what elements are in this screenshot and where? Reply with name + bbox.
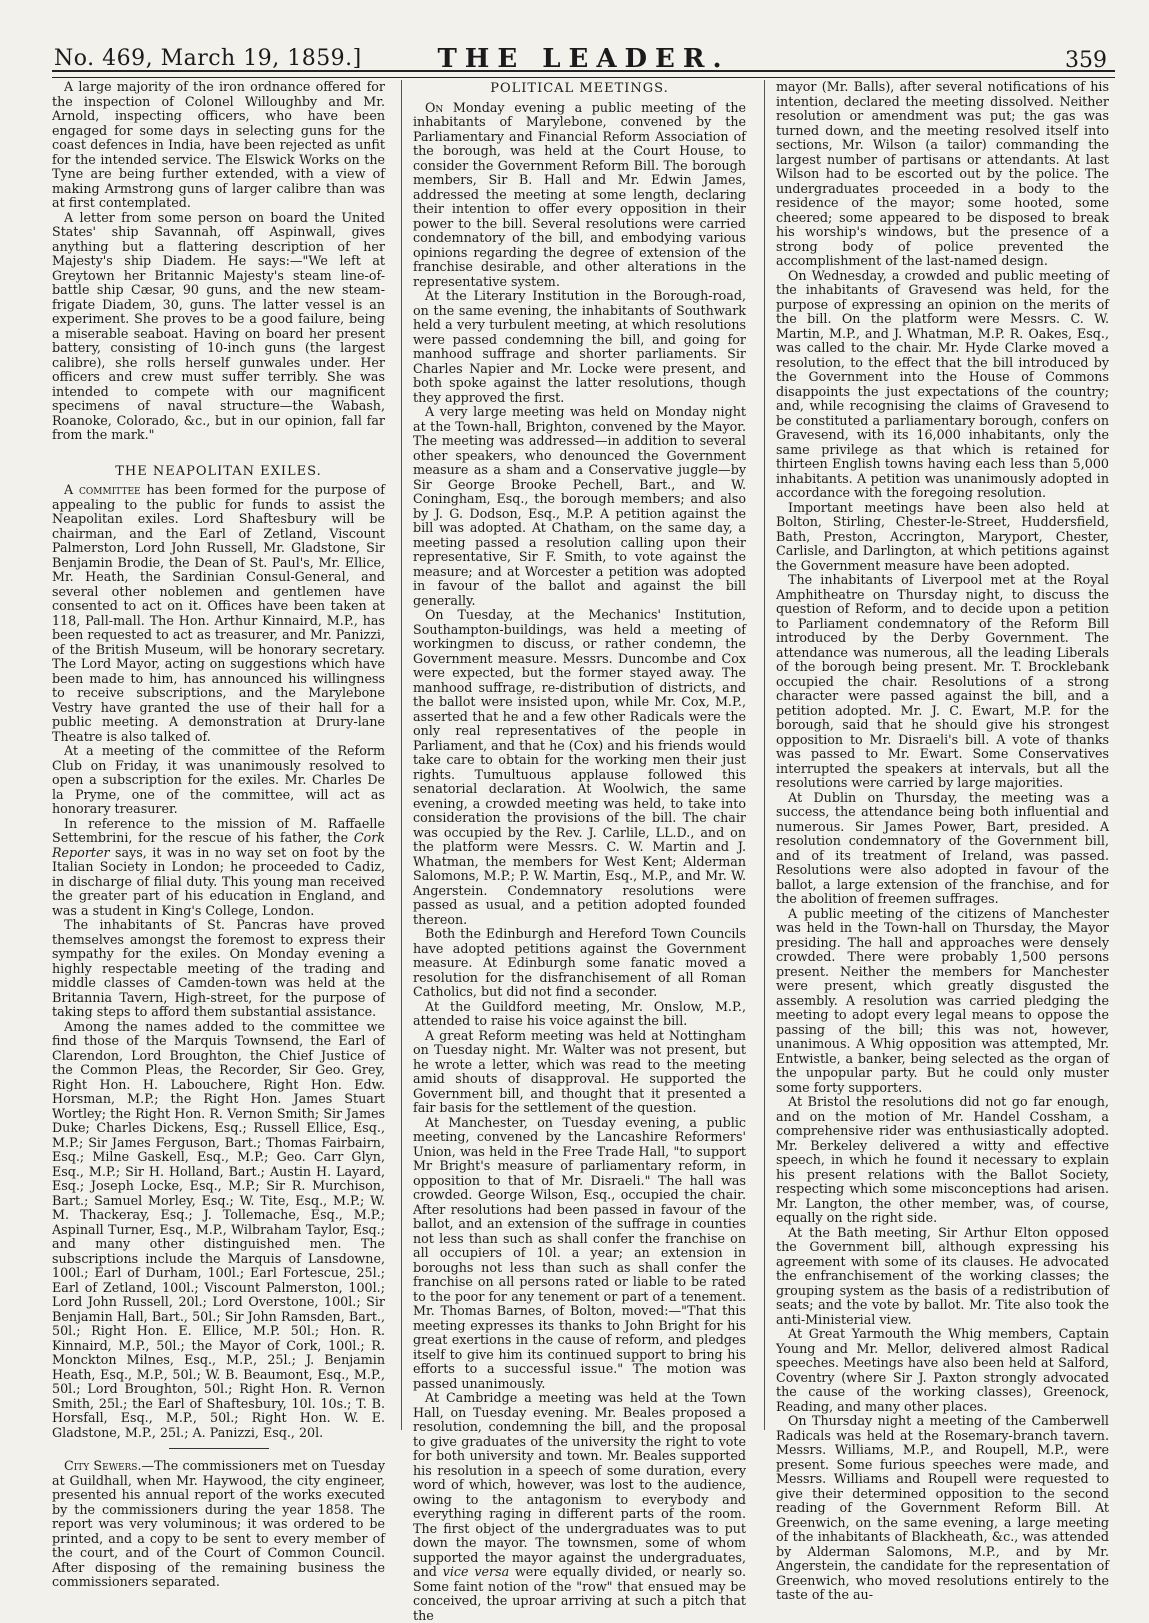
paragraph-text: Monday evening a public meeting of the inhabitants of Marylebone, convened by the Parliamentary and Financial Reform Association of the borough, was held at the Court House, to consider the Government Reform Bill. The borough members, Sir B. Hall and Mr. Edwin James, addressed the meeting at some length, declaring their intention to offer every opposition in their power to the bill. Several resolutions were carried condemnatory of the bill, and embodying various opinions regarding the degree of extension of the franchise desirable, and other alterations in the representative system.	[413, 99, 746, 289]
guildford-paragraph: At the Guildford meeting, Mr. Onslow, M.P., attended to raise his voice against the bill.	[413, 998, 746, 1028]
paragraph-text: has been formed for the purpose of appealing to the public for funds to assist the Neapolitan exiles. Lord Shaftesbury will be chairman, and the Earl of Zetland, Viscount Palmerston, Lord John Russell, Mr. Gladstone, Sir Benjamin Brodie, the Dean of St. Paul's, Mr. Ellice, Mr. Heath, the Sardinian Consul-General, and several other noblemen and gentlemen have consented to act on it. Offices have been taken at 118, Pall-mall. The Hon. Arthur Kinnaird, M.P., has been requested to act as treasurer, and Mr. Panizzi, of the British Museum, will be honorary secretary. The Lord Mayor, acting on suggestions which have been made to him, has announced his willingness to receive subscriptions, and the Marylebone Vestry have granted the use of their hall for a public meeting. A demonstration at Drury-lane Theatre is also talked of.	[52, 482, 385, 744]
paragraph-text: In reference to the mission of M. Raffaelle Settembrini, for the rescue of his father, the	[52, 815, 385, 845]
lead-word: On	[425, 99, 444, 115]
camberwell-paragraph: On Thursday night a meeting of the Camberwell Radicals was held at the Rosemary-branch tavern. Messrs. Williams, M.P., and Roupell, M.P., were present. Some furious speeches were made, and Messrs. Williams and Roupell were requested to give their determined opposition to the second reading of the Government Reform Bill. At Greenwich, on the same evening, a large meeting of the inhabitants of Blackheath, &c., was attended by Alderman Salomons, M.P., and by Mr. Angerstein, the candidate for the representation of Greenwich, who moved resolutions entirely to the taste of the au-	[776, 1413, 1109, 1602]
latin-phrase: vice versa	[442, 1564, 510, 1579]
paragraph-text: were equally divided, or nearly so. Some faint notion of the "row" that ensued may be conceived, the uproar arriving at such a pitch that the	[413, 1564, 746, 1623]
lead-word: City Sewers.	[64, 1458, 142, 1473]
committee-paragraph	[52, 483, 385, 744]
cambridge-continued-paragraph: mayor (Mr. Balls), after several notifications of his intention, declared the meeting dissolved. Neither resolution or amendment was put; the gas was turned down, and the meeting resolved itself into sections, Mr. Wilson (a tailor) commanding the largest number of partisans or attendants. At last Wilson had to be escorted out by the police. The undergraduates proceeded in a body to the residence of the mayor; some hooted, some cheered; some appeared to be disposed to break his worship's windows, but the presence of a strong body of police prevented the accomplishment of the last-named design.	[776, 79, 1109, 268]
marylebone-paragraph	[413, 101, 746, 290]
bristol-paragraph: At Bristol the resolutions did not go far enough, and on the motion of Mr. Handel Cossham, a comprehensive rider was enthusiastically adopted. Mr. Berkeley delivered a witty and effective speech, in which he found it necessary to explain his present relations with the Ballot Society, respecting which some misconceptions had arisen. Mr. Langton, the other member, was, of course, equally on the right side.	[776, 1094, 1109, 1225]
paragraph-text: —The commissioners met on Tuesday at Guildhall, when Mr. Haywood, the city engineer, presented his annual report of the works executed by the commissioners during the year 1858. The report was very voluminous; it was ordered to be printed, and a copy to be sent to every member of the court, and of the Court of Common Council. After disposing of the remaining business the commissioners separated.	[52, 1458, 385, 1589]
st-pancras-paragraph: The inhabitants of St. Pancras have proved themselves amongst the foremost to express their sympathy for the exiles. On Monday evening a highly respectable meeting of the trading and middle classes of Camden-town was held at the Britannia Tavern, High-street, for the purpose of taking steps to afford them substantial assistance.	[52, 917, 385, 1019]
reform-club-paragraph: At a meeting of the committee of the Reform Club on Friday, it was unanimously resolved to open a subscription for the exiles. Mr. Charles De la Pryme, one of the committee, will act as honorary treasurer.	[52, 743, 385, 816]
liverpool-paragraph: The inhabitants of Liverpool met at the Royal Amphitheatre on Thursday night, to discuss the question of Reform, and to decide upon a petition to Parliament condemnatory of the Reform Bill introduced by the Derby Government. The attendance was numerous, all the leading Liberals of the borough being present. Mr. T. Brocklebank occupied the chair. Resolutions of a strong character were passed against the bill, and a petition adopted. Mr. J. C. Ewart, M.P. for the borough, said that he should give his strongest opposition to Mr. Disraeli's bill. A vote of thanks was passed to Mr. Ewart. Some Conservatives interrupted the speakers at intervals, but all the resolutions were carried by large majorities.	[776, 572, 1109, 790]
manchester-town-hall-paragraph: A public meeting of the citizens of Manchester was held in the Town-hall on Thursday, the Mayor presiding. The hall and approaches were densely crowded. There were probably 1,500 persons present. Neither the members for Manchester were present, which greatly disgusted the assembly. A resolution was carried pledging the meeting to adopt every legal means to oppose the passing of the bill; this was not, however, unanimous. A Whig opposition was attempted, Mr. Entwistle, a banker, being selected as the organ of the unpopular party. But he could only muster some forty supporters.	[776, 905, 1109, 1095]
edinburgh-paragraph: Both the Edinburgh and Hereford Town Councils have adopted petitions against the Government measure. At Edinburgh some fanatic moved a resolution for the disfranchisement of all Roman Catholics, but did not find a seconder.	[413, 926, 746, 999]
ordnance-paragraph: A large majority of the iron ordnance offered for the inspection of Colonel Willoughby and Mr. Arnold, inspecting officers, who have been engaged for some days in selecting guns for the coast defences in India, have been rejected as unfit for the intended service. The Elswick Works on the Tyne are being further extended, with a view of making Armstrong guns of larger calibre than was at first contemplated.	[52, 79, 385, 210]
column-divider	[764, 80, 765, 1430]
bath-paragraph: At the Bath meeting, Sir Arthur Elton opposed the Government bill, although expressing his agreement with some of its clauses. He advocated the enfranchisement of the working classes; the grouping system as the basis of a redistribution of seats; and the vote by ballot. Mr. Tite also took the anti-Ministerial view.	[776, 1224, 1109, 1327]
mechanics-institution-paragraph: On Tuesday, at the Mechanics' Institution, Southampton-buildings, was held a meeting of workingmen to discuss, or rather condemn, the Government measure. Messrs. Duncombe and Cox were expected, but the former stayed away. The manhood suffrage, re-distribution of districts, and the ballot were insisted upon, while Mr. Cox, M.P., asserted that he and a few other Radicals were the only real representatives of the people in Parliament, and that he (Cox) and his friends would take care to obtain for the working men their just rights. Tumultuous applause followed this senatorial declaration. At Woolwich, the same evening, a crowded meeting was held, to take into consideration the provisions of the bill. The chair was occupied by the Rev. J. Carlile, LL.D., and on the platform were Messrs. C. W. Martin and J. Whatman, the members for West Kent; Alderman Salomons, M.P.; P. W. Martin, Esq., M.P., and Mr. W. Angerstein. Condemnatory resolutions were passed as usual, and a petition adopted founded thereon.	[413, 607, 746, 927]
other-towns-paragraph: Important meetings have been also held at Bolton, Stirling, Chester-le-Street, Huddersfield, Bath, Preston, Accrington, Maryport, Chester, Carlisle, and Darlington, at which petitions against the Government measure have been adopted.	[776, 499, 1109, 573]
great-yarmouth-paragraph: At Great Yarmouth the Whig members, Captain Young and Mr. Mellor, delivered almost Radical speeches. Meetings have also been held at Salford, Coventry (where Sir J. Paxton strongly advocated the cause of the working classes), Greenock, Reading, and many other places.	[776, 1326, 1109, 1414]
gravesend-paragraph: On Wednesday, a crowded and public meeting of the inhabitants of Gravesend was held, for the purpose of expressing an opinion on the merits of the bill. On the platform were Messrs. C. W. Martin, M.P., and J. Whatman, M.P. R. Oakes, Esq., was called to the chair. Mr. Hyde Clarke moved a resolution, to the effect that the bill introduced by the Government into the House of Commons disappoints the just expectations of the country; and, while recognising the claims of Gravesend to be constituted a parliamentary borough, confers on Gravesend, with its 16,000 inhabitants, only the same privilege as that which is retained for thirteen English towns having each less than 5,000 inhabitants. A petition was unanimously adopted in accordance with the foregoing resolution.	[776, 267, 1109, 500]
settembrini-paragraph	[52, 817, 385, 919]
paragraph-text: At Cambridge a meeting was held at the Town Hall, on Tuesday evening. Mr. Beales proposed a resolution, condemning the bill, and the proposal to give graduates of the university the right to vote for both university and town. Mr. Beales supported his resolution in a speech of some duration, every word of which, however, was lost to the audience, owing to the antagonism to everybody and everything raging in different parts of the room. The first object of the undergraduates was to put down the mayor. The townsmen, some of whom supported the mayor against the undergraduates, and	[413, 1390, 746, 1579]
diadem-letter-paragraph: A letter from some person on board the United States' ship Savannah, off Aspinwall, gives anything but a flattering description of her Majesty's ship Diadem. He says:—"We left at Greytown her Britannic Majesty's steam line-of-battle ship Cæsar, 90 guns, and the new steam-frigate Diadem, 30, guns. The latter vessel is an experiment. She proves to be a good failure, being a miserable seaboat. Having on board her present battery, consisting of 10-inch guns (the largest calibre), she rolls herself gunwales under. Her officers and crew must suffer terribly. She was intended to compete with our magnificent specimens of naval structure—the Wabash, Roanoke, Colorado, &c., but in our opinion, fall far from the mark."	[52, 209, 385, 442]
city-sewers-paragraph	[52, 1459, 385, 1590]
issue-info: No. 469, March 19, 1859.]	[54, 46, 362, 71]
dublin-paragraph: At Dublin on Thursday, the meeting was a success, the attendance being both influential and numerous. Sir James Power, Bart, presided. A resolution condemnatory of the Government bill, and of its treatment of Ireland, was passed. Resolutions were also adopted in favour of the ballot, a large extension of the franchise, and for the abolition of freemen suffrages.	[776, 789, 1109, 906]
subscriptions-paragraph: Among the names added to the committee we find those of the Marquis Townsend, the Earl of Clarendon, Lord Broughton, the Chief Justice of the Common Pleas, the Recorder, Sir Geo. Grey, Right Hon. H. Labouchere, Right Hon. Edw. Horsman, M.P.; the Right Hon. James Stuart Wortley; the Right Hon. R. Vernon Smith; Sir James Duke; Charles Dickens, Esq.; Russell Ellice, Esq., M.P.; Sir James Ferguson, Bart.; Thomas Fairbairn, Esq.; Milne Gaskell, Esq., M.P.; Geo. Carr Glyn, Esq., M.P.; Sir H. Holland, Bart.; Austin H. Layard, Esq.; Joseph Locke, Esq., M.P.; Sir R. Murchison, Bart.; Samuel Morley, Esq.; W. Tite, Esq., M.P.; W. M. Thackeray, Esq.; J. Tollemache, Esq., M.P.; Aspinall Turner, Esq., M.P., Wilbraham Taylor, Esq.; and many other distinguished men. The subscriptions include the Marquis of Lansdowne, 100l.; Earl of Durham, 100l.; Earl Fortescue, 25l.; Earl of Zetland, 100l.; Viscount Palmerston, 100l.; Lord John Russell, 20l.; Lord Overstone, 100l.; Sir Benjamin Hall, Bart., 50l.; Sir John Ramsden, Bart., 50l.; Right Hon. E. Ellice, M.P. 50l.; Hon. R. Kinnaird, M.P., 50l.; the Mayor of Cork, 100l.; R. Monckton Milnes, Esq., M.P., 25l.; J. Benjamin Heath, Esq., M.P., 50l.; W. B. Beaumont, Esq., M.P., 50l.; Lord Broughton, 50l.; Right Hon. R. Vernon Smith, 25l.; the Earl of Shaftesbury, 10l. 10s.; T. B. Horsfall, Esq., M.P., 50l.; Right Hon. W. E. Gladstone, M.P., 25l.; A. Panizzi, Esq., 20l.	[52, 1018, 385, 1440]
lead-word: A committee	[64, 482, 141, 497]
manchester-free-trade-paragraph: At Manchester, on Tuesday evening, a public meeting, convened by the Lancashire Reformers' Union, was held in the Free Trade Hall, "to support Mr Bright's measure of parliamentary reform, in opposition to that of Mr. Disraeli." The hall was crowded. George Wilson, Esq., occupied the chair. After resolutions had been passed in favour of the ballot, and an extension of the suffrage in counties not less than such as shall confer the franchise on all occupiers of 10l. a year; an extension in boroughs not less than such as shall confer the franchise on all persons rated or liable to be rated to the poor for any tenement or part of a tenement. Mr. Thomas Barnes, of Bolton, moved:—"That this meeting expresses its thanks to John Bright for his great exertions in the cause of reform, and pledges itself to give him its continued support to bring his efforts to a successful issue." The motion was passed unanimously.	[413, 1114, 746, 1391]
column-divider	[401, 80, 402, 1430]
column-2	[413, 80, 746, 1623]
southwark-paragraph: At the Literary Institution in the Borough-road, on the same evening, the inhabitants of Southwark held a very turbulent meeting, at which resolutions were passed condemning the bill, and going for manhood suffrage and shorter parliaments. Sir Charles Napier and Mr. Locke were present, and both spoke against the latter resolutions, though they approved the first.	[413, 288, 746, 405]
political-meetings-heading: POLITICAL MEETINGS.	[490, 81, 669, 96]
page-number: 359	[1065, 48, 1107, 73]
nottingham-paragraph: A great Reform meeting was held at Nottingham on Tuesday night. Mr. Walter was not present, but he wrote a letter, which was read to the meeting amid shouts of disapproval. He supported the Government bill, and thought that it presented a fair basis for the settlement of the question.	[413, 1027, 746, 1115]
cambridge-paragraph	[413, 1391, 746, 1623]
section-rule	[169, 1448, 269, 1449]
neapolitan-exiles-heading: THE NEAPOLITAN EXILES.	[115, 463, 322, 479]
publication-name: Cork Reporter	[52, 830, 385, 860]
masthead-rule	[52, 70, 1115, 78]
newspaper-title: THE LEADER.	[437, 44, 730, 74]
brighton-paragraph: A very large meeting was held on Monday night at the Town-hall, Brighton, convened by the Mayor. The meeting was addressed—in addition to several other speakers, who denounced the Government measure as a sham and a Conservative juggle—by Sir George Brooke Pechell, Bart., and W. Coningham, Esq., the borough members; and also by J. G. Dodson, Esq., M.P. A petition against the bill was adopted. At Chatham, on the same day, a meeting passed a resolution calling upon their representative, Sir F. Smith, to vote against the measure; and at Worcester a petition was adopted in favour of the ballot and against the bill generally.	[413, 404, 746, 608]
paragraph-text: says, it was in no way set on foot by the Italian Society in London; he proceeded to Cadiz, in discharge of filial duty. This young man received the greater part of his education in England, and was a student in King's College, London.	[52, 844, 385, 918]
column-1	[52, 79, 385, 1589]
column-3	[776, 79, 1109, 1602]
